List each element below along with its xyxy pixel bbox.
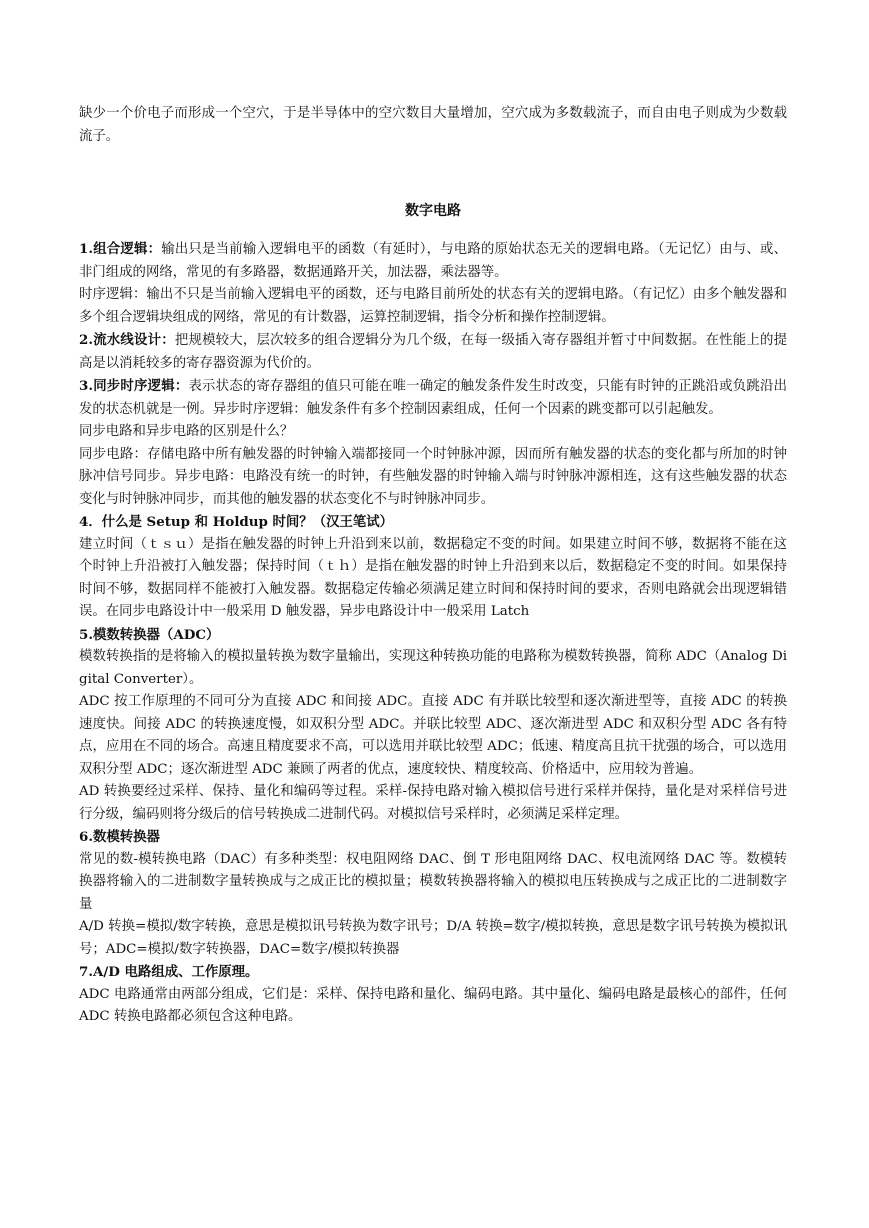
section-title: 数字电路 xyxy=(405,203,461,219)
setup-holdup-text: 建立时间（ｔｓｕ）是指在触发器的时钟上升沿到来以前，数据稳定不变的时间。如果建立时间不够，数据将不能在这个时钟上升沿被打入触发器；保持时间（ｔｈ）是指在触发器的时钟上升沿到来以后，数据稳定不变的时间。如果保持时间不够，数据同样不能被打入触发器。数据稳定传输必须满足建立时间和保持时间的要求，否则电路就会出现逻辑错误。在同步电路设计中一般采用 D 触发器，异步电路设计中一般采用 Latch xyxy=(79,536,787,619)
adc-paragraph-1: 模数转换指的是将输入的模拟量转换为数字量输出，实现这种转换功能的电路称为模数转换器，简称 ADC（Analog Digital Converter）。 xyxy=(79,649,787,687)
sync-logic-paragraph xyxy=(79,375,787,421)
adc-paragraph-2: ADC 按工作原理的不同可分为直接 ADC 和间接 ADC。直接 ADC 有并联比较型和逐次渐进型等，直接 ADC 的转换速度快。间接 ADC 的转换速度慢，如双积分型 ADC。并联比较型 ADC、逐次渐进型 ADC 和双积分型 ADC 各有特点，应用在不同的场合。高速且精度要求不高，可以选用并联比较型 ADC；低速、精度高且抗干扰强的场合，可以选用双积分型 ADC；逐次渐进型 ADC 兼顾了两者的优点，速度较快、精度较高、价格适中，应用较为普遍。 xyxy=(79,694,787,777)
setup-holdup-heading: 4．什么是 Setup 和 Holdup 时间？（汉王笔试） xyxy=(79,514,394,530)
pipeline-paragraph xyxy=(79,329,787,375)
adc-heading: 5.模数转换器（ADC） xyxy=(79,626,220,643)
dac-paragraph-1: 常见的数-模转换电路（DAC）有多种类型：权电阻网络 DAC、倒 T 形电阻网络 DAC、权电流网络 DAC 等。数模转换器将输入的二进制数字量转换成与之成正比的模拟量；模数转换器将输入的模拟电压转换成与之成正比的二进制数字量 xyxy=(79,851,787,912)
dac-paragraph-2: A/D 转换=模拟/数字转换，意思是模拟讯号转换为数字讯号；D/A 转换=数字/模拟转换，意思是数字讯号转换为模拟讯号；ADC=模拟/数字转换器，DAC=数字/模拟转换器 xyxy=(79,919,787,957)
pipeline-text: 把规模较大，层次较多的组合逻辑分为几个级，在每一级插入寄存器组并暂寸中间数据。在性能上的提高是以消耗较多的寄存器资源为代价的。 xyxy=(79,333,788,371)
ad-circuit-text: ADC 电路通常由两部分组成，它们是：采样、保持电路和量化、编码电路。其中量化、编码电路是最核心的部件，任何 ADC 转换电路都必须包含这种电路。 xyxy=(79,986,787,1024)
sync-logic-text: 表示状态的寄存器组的值只可能在唯一确定的触发条件发生时改变，只能有时钟的正跳沿或负跳沿出发的状态机就是一例。异步时序逻辑：触发条件有多个控制因素组成，任何一个因素的跳变都可以引起触发。 xyxy=(79,379,787,417)
sync-logic-heading: 3.同步时序逻辑： xyxy=(79,378,189,394)
dac-heading: 6.数模转换器 xyxy=(79,829,160,845)
combinational-logic-paragraph xyxy=(79,238,787,284)
sync-async-question: 同步电路和异步电路的区别是什么？ xyxy=(79,424,294,439)
intro-paragraph: 缺少一个价电子而形成一个空穴，于是半导体中的空穴数目大量增加，空穴成为多数载流子，而自由电子则成为少数载流子。 xyxy=(79,106,787,144)
ad-circuit-heading: 7.A/D 电路组成、工作原理。 xyxy=(79,964,259,980)
sequential-logic-paragraph: 时序逻辑：输出不只是当前输入逻辑电平的函数，还与电路目前所处的状态有关的逻辑电路。（有记忆）由多个触发器和多个组合逻辑块组成的网络，常见的有计数器，运算控制逻辑，指令分析和操作控制逻辑。 xyxy=(79,287,787,325)
pipeline-heading: 2.流水线设计： xyxy=(79,332,175,348)
combinational-logic-text: 输出只是当前输入逻辑电平的函数（有延时），与电路的原始状态无关的逻辑电路。（无记忆）由与、或、非门组成的网络，常见的有多路器，数据通路开关，加法器，乘法器等。 xyxy=(79,242,787,280)
adc-paragraph-3: AD 转换要经过采样、保持、量化和编码等过程。采样-保持电路对输入模拟信号进行采样并保持，量化是对采样信号进行分级，编码则将分级后的信号转换成二进制代码。对模拟信号采样时，必须满足采样定理。 xyxy=(79,784,787,822)
combinational-logic-heading: 1.组合逻辑： xyxy=(79,241,162,257)
sync-async-answer: 同步电路：存储电路中所有触发器的时钟输入端都接同一个时钟脉冲源，因而所有触发器的状态的变化都与所加的时钟脉冲信号同步。异步电路：电路没有统一的时钟，有些触发器的时钟输入端与时钟脉冲源相连，这有这些触发器的状态变化与时钟脉冲同步，而其他的触发器的状态变化不与时钟脉冲同步。 xyxy=(79,446,787,507)
